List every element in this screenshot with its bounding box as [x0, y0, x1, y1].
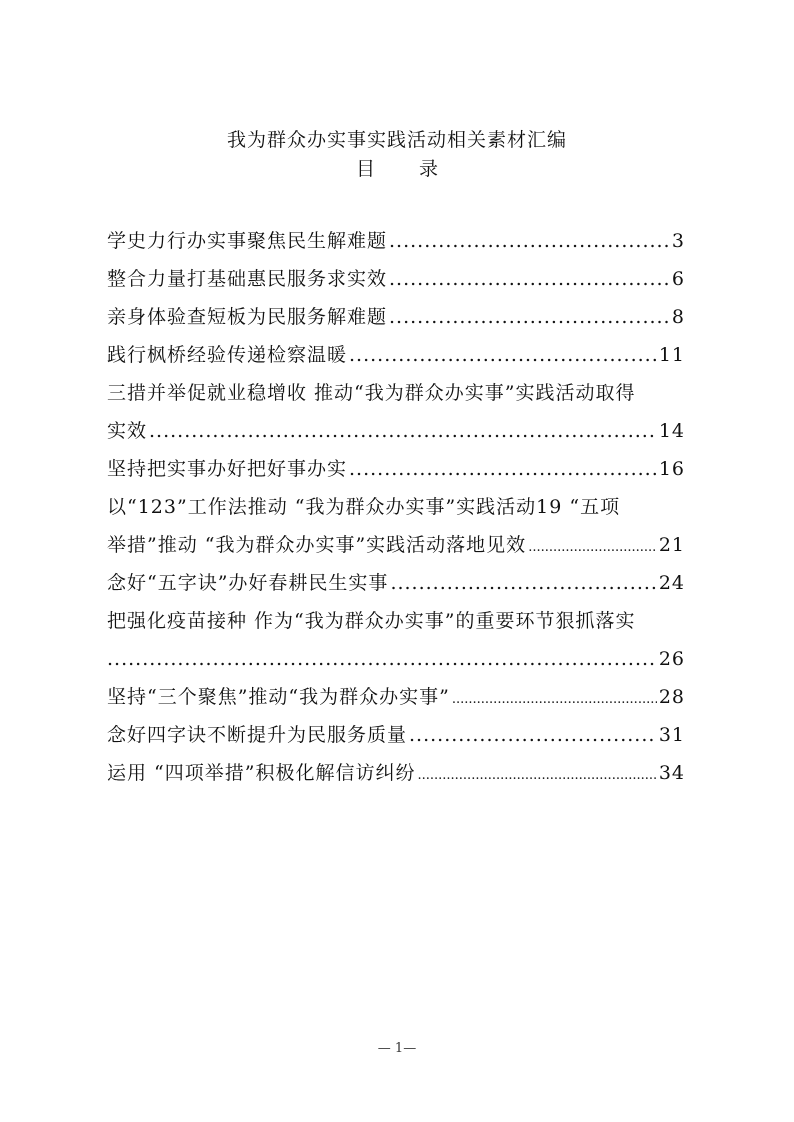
toc-entry[interactable]: [107, 682, 685, 720]
toc-entry-page: 8: [671, 306, 685, 328]
toc-heading-left: 目: [355, 158, 375, 180]
toc-entry[interactable]: [107, 530, 685, 568]
toc-entry-title-line1: 三措并举促就业稳增收 推动“我为群众办实事”实践活动取得: [107, 382, 636, 404]
toc-entry-page: 31: [658, 724, 685, 746]
toc-leader: [389, 302, 670, 332]
toc-entry-page: 21: [658, 534, 685, 556]
toc-leader: [349, 454, 657, 484]
toc-entry-page: 34: [658, 762, 685, 784]
toc-entry-page: 3: [671, 230, 685, 252]
toc-entry-page: 6: [671, 268, 685, 290]
toc-entry-page: 11: [658, 344, 685, 366]
page-number-footer: — 1—: [377, 1041, 417, 1056]
toc-heading-right: 录: [419, 158, 439, 180]
toc-entry[interactable]: [107, 720, 685, 758]
toc-entry-title: 举措”推动 “我为群众办实事”实践活动落地见效: [107, 534, 527, 556]
toc-entry-page: 14: [658, 420, 685, 442]
toc-entry[interactable]: [107, 644, 685, 682]
toc-entry[interactable]: [107, 568, 685, 606]
toc-entry-page: 28: [658, 686, 685, 708]
toc-entry-title: 念好四字诀不断提升为民服务质量: [107, 724, 408, 746]
toc-entry[interactable]: [107, 340, 685, 378]
toc-entry-title-line1: 把强化疫苗接种 作为“我为群众办实事”的重要环节狠抓落实: [107, 610, 636, 632]
toc-leader: [349, 340, 657, 370]
toc-entry[interactable]: [107, 416, 685, 454]
toc-leader: [149, 416, 657, 446]
toc-entry-title: 学史力行办实事聚焦民生解难题: [107, 230, 388, 252]
toc-entry-title: 运用 “四项举措”积极化解信访纠纷: [107, 762, 416, 784]
toc-entry-wrapped-line[interactable]: [107, 378, 685, 416]
toc-entry[interactable]: [107, 302, 685, 340]
toc-leader: [389, 226, 670, 256]
toc-leader: [390, 568, 656, 598]
toc-entry-page: 24: [658, 572, 685, 594]
toc-entry-page: 16: [658, 458, 685, 480]
toc-entry-title: 践行枫桥经验传递检察温暖: [107, 344, 348, 366]
toc-leader: [452, 685, 657, 715]
table-of-contents: [107, 226, 685, 796]
toc-leader: [528, 533, 657, 563]
document-title: 我为群众办实事实践活动相关素材汇编: [226, 129, 567, 151]
toc-entry-title: 亲身体验查短板为民服务解难题: [107, 306, 388, 328]
toc-leader: [409, 720, 657, 750]
toc-leader: [389, 264, 670, 294]
toc-entry-title: 坚持把实事办好把好事办实: [107, 458, 348, 480]
toc-entry-wrapped-line[interactable]: [107, 606, 685, 644]
toc-entry-title: 整合力量打基础惠民服务求实效: [107, 268, 388, 290]
toc-entry[interactable]: [107, 264, 685, 302]
toc-entry-wrapped-line[interactable]: [107, 492, 685, 530]
toc-leader: [107, 644, 657, 674]
toc-entry-title: 坚持“三个聚焦”推动“我为群众办实事”: [107, 686, 450, 708]
toc-leader: [417, 761, 656, 791]
toc-entry[interactable]: [107, 758, 685, 796]
toc-heading: [0, 155, 794, 183]
toc-entry-page: 26: [658, 648, 685, 670]
toc-entry[interactable]: [107, 226, 685, 264]
toc-entry-title-line1: 以“123”工作法推动 “我为群众办实事”实践活动19 “五项: [107, 496, 621, 518]
toc-entry-title: 实效: [107, 420, 148, 442]
toc-entry[interactable]: [107, 454, 685, 492]
toc-entry-title: 念好“五字诀”办好春耕民生实事: [107, 572, 389, 594]
